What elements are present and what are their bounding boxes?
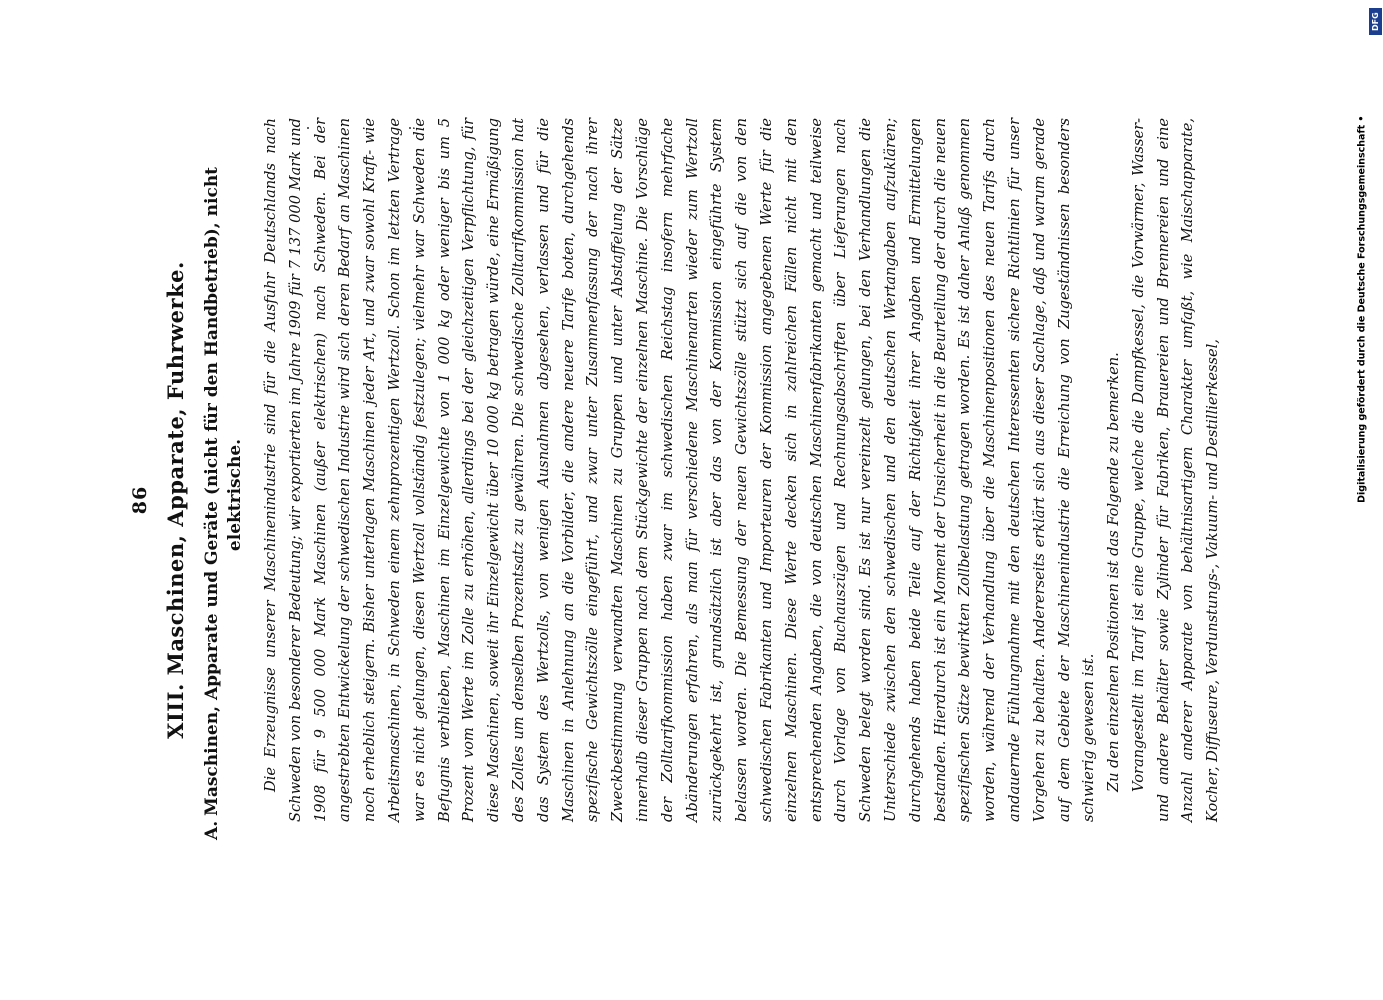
page-number: 86 bbox=[129, 485, 151, 515]
section-heading-line1: Maschinen, Apparate und Geräte (nicht für den Handbetrieb), nicht bbox=[202, 166, 222, 816]
paragraph: Zu den einzelnen Positionen ist das Folgende zu bemerken. bbox=[1105, 352, 1123, 792]
dfg-logo-text: DFG bbox=[1371, 12, 1380, 31]
paragraph: Die Erzeugnisse unserer Maschinenindustrie sind für die Ausfuhr Deutschlands nach Schweden von besonderer Bedeutung; wir exportierten im Jahre 1909 für 7 137 000 Mark und 1908 für 9 500 000 Mark Maschinen (außer elektrischen) nach Schweden. Bei der angestrebten Entwickelung der schwedischen Industrie wird sich deren Bedarf an Maschinen noch erheblich steigern. Bisher unterlagen Maschinen jeder Art, und zwar sowohl Kraft- wie Arbeitsmaschinen, in Schweden einem zehnprozentigen Wertzoll. Schon im letzten Vertrage war es nicht gelungen, diesen Wertzoll vollständig festzulegen; vielmehr war Schweden die Befugnis verblieben, Maschinen im Einzelgewichte von 1 000 kg oder weniger bis um 5 Prozent vom Werte im Zolle zu erhöhen, allerdings bei der gleichzeitigen Verpflichtung, für diese Maschinen, soweit ihr Einzelgewicht über 10 000 kg betragen würde, eine Ermäßigung des Zolles um denselben Prozentsatz zu gewähren. Die schwedische Zolltarifkommission hat das System des Wertzolls, von wenigen Ausnahmen abgesehen, verlassen und für die Maschinen in Anlehnung an die Vorbilder, die andere neuere Tarife boten, durchgehends spezifische Gewichtszölle eingeführt, und zwar unter Zusammenfassung der nach ihrer Zweckbestimmung verwandten Maschinen zu Gruppen und unter Abstaffelung der Sätze innerhalb dieser Gruppen nach dem Stückgewichte der einzelnen Maschine. Die Vorschläge der Zolltarifkommission haben zwar im schwedischen Reichstag insofern mehrfache Abänderungen erfahren, als man für verschiedene Maschinenarten wieder zum Wertzoll zurückgekehrt ist, grundsätzlich ist aber das von der Kommission eingeführte System belassen worden. Die Bemessung der neuen Gewichtszölle stützt sich auf die von den schwedischen Fabrikanten und Importeuren der Kommission angegebenen Werte für die einzelnen Maschinen. Diese Werte decken sich in zahlreichen Fällen nicht mit den entsprechenden Angaben, die von deutschen Maschinenfabrikanten gemacht und teilweise durch Vorlage von Buchauszügen und Rechnungsabschriften über Lieferungen nach Schweden belegt worden sind. Es ist nur vereinzelt gelungen, bei den Verhandlungen die Unterschiede zwischen den schwedischen und den deutschen Wertangaben aufzuklären; durchgehends haben beide Teile auf der Richtigkeit ihrer Angaben und Ermittelungen bestanden. Hierdurch ist ein Moment der Unsicherheit in die Beurteilung der durch die neuen spezifischen Sätze bewirkten Zollbelastung getragen worden. Es ist daher Anlaß genommen worden, während der Verhandlung über die Maschinenpositionen des neuen Tarifs durch andauernde Fühlungnahme mit den deutschen Interessenten sichere Richtlinien für unser Vorgehen zu behalten. Andererseits erklärt sich aus dieser Sachlage, daß und warum gerade auf dem Gebiete der Maschinenindustrie die Erreichung von Zugeständnissen besonders schwierig gewesen ist. bbox=[262, 118, 1098, 822]
scan-speck bbox=[307, 127, 309, 129]
scan-speck bbox=[409, 127, 411, 129]
chapter-heading: XIII. Maschinen, Apparate, Fuhrwerke. bbox=[163, 261, 188, 739]
section-heading bbox=[201, 150, 247, 840]
section-heading-line2: elektrische. bbox=[225, 438, 245, 552]
body-text bbox=[259, 118, 1226, 822]
digitization-credit bbox=[1357, 116, 1368, 896]
scanned-page bbox=[121, 118, 1241, 870]
dfg-logo bbox=[1369, 8, 1382, 35]
credit-text: Digitalisierung gefördert durch die Deutsche Forschungsgemeinschaft • bbox=[1356, 115, 1368, 503]
section-letter: A. bbox=[202, 820, 222, 840]
paragraph: Vorangestellt im Tarif ist eine Gruppe, welche die Dampfkessel, die Vorwärmer, Wasser- und andere Behälter sowie Zylinder für Fabriken, Brauereien und Brennereien und eine Anzahl anderer Apparate von behältnisartigem Charakter umfaßt, wie Maischapparate, Kocher, Diffuseure, Verdunstungs-, Vakuum- und Destillierkessel, bbox=[1129, 118, 1222, 822]
